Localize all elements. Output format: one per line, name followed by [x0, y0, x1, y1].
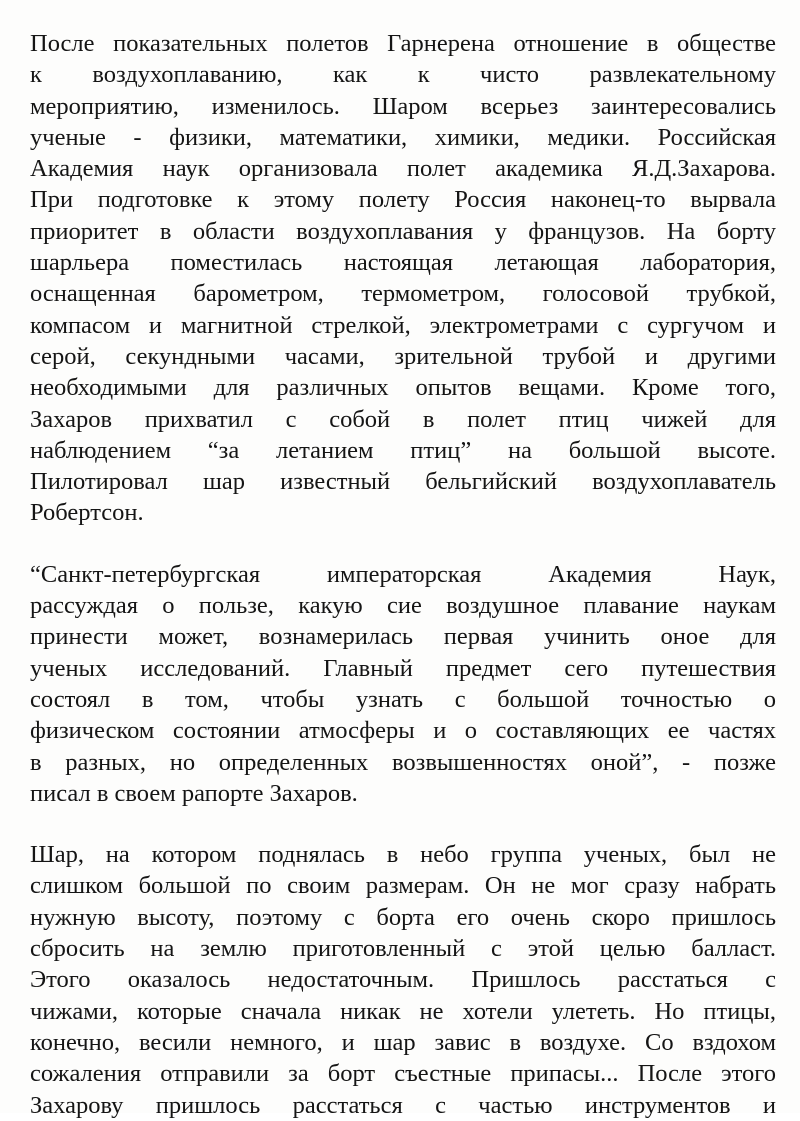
text-line: Академия наук организовала полет академика Я.Д.Захарова.: [30, 155, 776, 183]
text-line: “Санкт-петербургская императорская Академия Наук,: [30, 560, 776, 588]
text-line: Пилотировал шар известный бельгийский воздухоплаватель: [30, 468, 776, 496]
text-line: чижами, которые сначала никак не хотели улететь. Но птицы,: [30, 997, 776, 1025]
text-line: При подготовке к этому полету Россия наконец-то вырвала: [30, 186, 776, 214]
text-line: слишком большой по своим размерам. Он не мог сразу набрать: [30, 872, 776, 900]
paragraph-3: [30, 839, 776, 1121]
text-line: необходимыми для различных опытов вещами. Кроме того,: [30, 374, 776, 402]
text-line: Этого оказалось недостаточным. Пришлось расстаться с: [30, 966, 776, 994]
text-line: шарльера поместилась настоящая летающая лаборатория,: [30, 249, 776, 277]
text-line: конечно, весили немного, и шар завис в воздухе. Со вздохом: [30, 1028, 776, 1056]
text-line: оснащенная барометром, термометром, голосовой трубкой,: [30, 280, 776, 308]
paragraph-1: [30, 28, 776, 529]
text-line: Захаров прихватил с собой в полет птиц чижей для: [30, 405, 776, 433]
text-line: к воздухоплаванию, как к чисто развлекательному: [30, 61, 776, 89]
text-line: ученые - физики, математики, химики, медики. Российская: [30, 123, 776, 151]
text-line: наблюдением “за летанием птиц” на большой высоте.: [30, 436, 776, 464]
text-line: писал в своем рапорте Захаров.: [30, 779, 358, 807]
text-line: мероприятию, изменилось. Шаром всерьез заинтересовались: [30, 92, 776, 120]
text-line: Захарову пришлось расстаться с частью инструментов и: [30, 1091, 776, 1119]
text-line: компасом и магнитной стрелкой, электрометрами с сургучом и: [30, 311, 776, 339]
text-line: в разных, но определенных возвышенностях оной”, - позже: [30, 748, 776, 776]
text-line: физическом состоянии атмосферы и о составляющих ее частях: [30, 717, 776, 745]
text-line: нужную высоту, поэтому с борта его очень скоро пришлось: [30, 903, 776, 931]
text-line: сбросить на землю приготовленный с этой целью балласт.: [30, 935, 776, 963]
text-line: серой, секундными часами, зрительной трубой и другими: [30, 342, 776, 370]
text-line: Робертсон.: [30, 499, 144, 527]
text-line: сожаления отправили за борт съестные припасы... После этого: [30, 1060, 776, 1088]
text-line: приоритет в области воздухоплавания у французов. На борту: [30, 217, 776, 245]
text-line: ученых исследований. Главный предмет сего путешествия: [30, 654, 776, 682]
text-line: состоял в том, чтобы узнать с большой точностью о: [30, 685, 776, 713]
paragraph-2: [30, 559, 776, 809]
text-line: Шар, на котором поднялась в небо группа ученых, был не: [30, 841, 776, 869]
text-line: После показательных полетов Гарнерена отношение в обществе: [30, 30, 776, 57]
text-line: принести может, вознамерилась первая учинить оное для: [30, 623, 776, 651]
text-line: рассуждая о пользе, какую сие воздушное плавание наукам: [30, 592, 776, 620]
